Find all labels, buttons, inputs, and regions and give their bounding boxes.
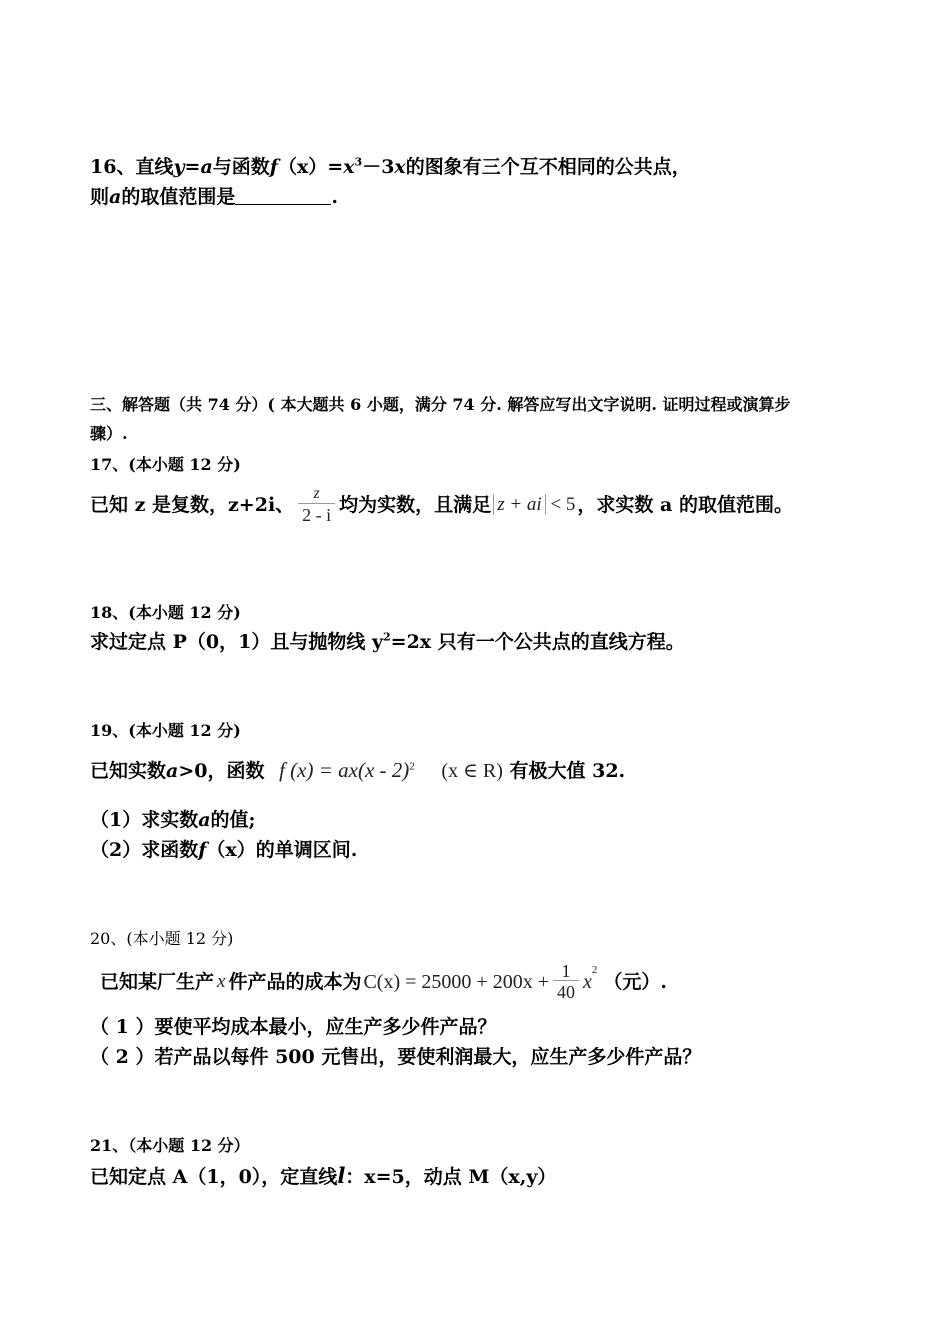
z-over-2-minus-i: $\frac{z}{2 - i}$ bbox=[298, 485, 335, 526]
answer-blank bbox=[235, 186, 331, 205]
domain-formula: (x ∈ R) bbox=[441, 760, 503, 782]
section3-intro-line2: 骤）. bbox=[90, 424, 128, 443]
q17-body: 已知 z 是复数，z+2i、 $\frac{z}{2 - i}$ 均为实数，且满足 z + ai < 5 ，求实数 a 的取值范围。 bbox=[90, 484, 793, 525]
q20-header: 20、(本小题 12 分) bbox=[90, 929, 234, 948]
q19-header: 19、(本小题 12 分) bbox=[90, 721, 241, 740]
q16-line2: 则a的取值范围是 . bbox=[90, 186, 338, 208]
section3-intro-line1: 三、解答题（共 74 分）( 本大题共 6 小题，满分 74 分. 解答应写出文字说明. 证明过程或演算步 bbox=[90, 395, 791, 414]
q20-part2: （ 2 ）若产品以每件 500 元售出，要使利润最大，应生产多少件产品？ bbox=[90, 1046, 702, 1068]
q19-body: 已知实数a>0，函数 f (x) = ax(x - 2)$^2$ (x ∈ R) 有极大值 32. bbox=[90, 758, 626, 782]
q20-body: 已知某厂生产 x 件产品的成本为 C(x) = 25000 + 200x + $\frac{1}{40}$ x 2 （元）. bbox=[100, 960, 667, 1002]
q16-line1: 16、直线y=a与函数$f(x)=x^3-3x$的图象有三个互不相同的公共点， bbox=[90, 155, 691, 178]
one-over-forty: $\frac{1}{40}$ bbox=[553, 962, 579, 1003]
q21-body: 已知定点 A（1，0），定直线l：x=5，动点 M（x,y） bbox=[90, 1163, 557, 1188]
cost-formula: C(x) = 25000 + 200x + bbox=[363, 971, 549, 993]
q17-header: 17、(本小题 12 分) bbox=[90, 455, 241, 474]
abs-inequality: z + ai < 5 bbox=[493, 484, 575, 526]
q18-header: 18、(本小题 12 分) bbox=[90, 603, 241, 622]
q21-header: 21、（本小题 12 分） bbox=[90, 1136, 250, 1155]
q19-part2: （2）求函数f（x）的单调区间. bbox=[90, 839, 358, 861]
q19-part1: （1）求实数a的值; bbox=[90, 809, 256, 831]
q20-part1: （ 1 ）要使平均成本最小，应生产多少件产品？ bbox=[90, 1016, 497, 1038]
function-formula: f (x) = ax(x - 2) bbox=[279, 758, 410, 782]
q18-body: 求过定点 P（0，1）且与抛物线 $y^2=2x$ 只有一个公共点的直线方程。 bbox=[90, 630, 685, 653]
